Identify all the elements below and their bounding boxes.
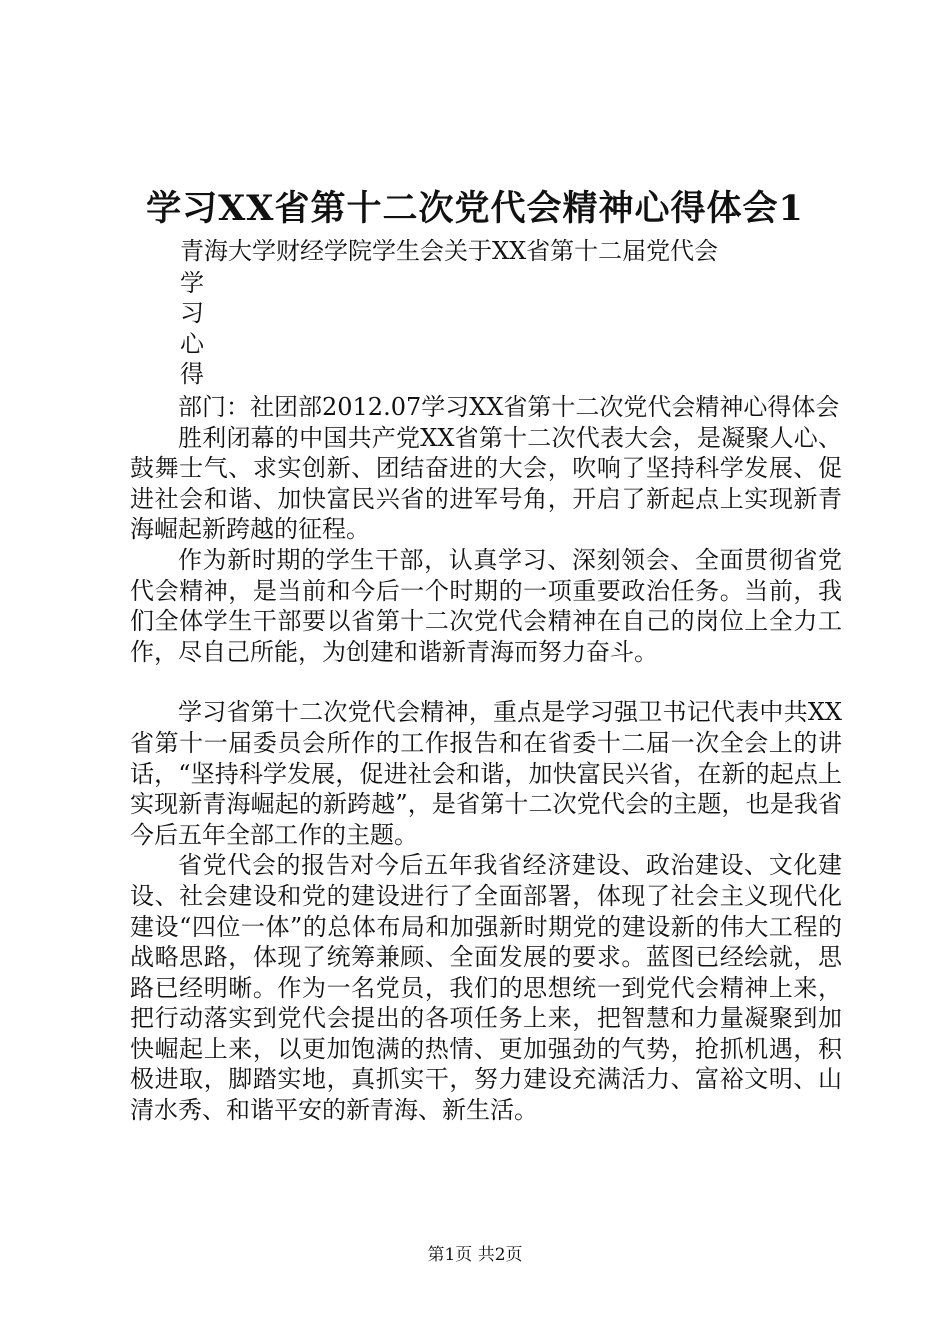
paragraph: 学习省第十二次党代会精神，重点是学习强卫书记代表中共XX省第十一届委员会所作的工作报告和在省委十二届一次全会上的讲话，“坚持科学发展，促进社会和谐，加快富民兴省，在新的起点上实现新青海崛起的新跨越”，是省第十二次党代会的主题，也是我省今后五年全部工作的主题。 bbox=[130, 698, 842, 849]
vertical-char: 学 bbox=[180, 269, 204, 297]
paragraph: 作为新时期的学生干部，认真学习、深刻领会、全面贯彻省党代会精神，是当前和今后一个时期的一项重要政治任务。当前，我们全体学生干部要以省第十二次党代会精神在自己的岗位上全力工作，尽自己所能，为创建和谐新青海而努力奋斗。 bbox=[130, 545, 842, 666]
vertical-char: 得 bbox=[180, 360, 204, 388]
meta-line: 部门：社团部2012.07学习XX省第十二次党代会精神心得体会 bbox=[178, 393, 840, 421]
paragraph: 省党代会的报告对今后五年我省经济建设、政治建设、文化建设、社会建设和党的建设进行了全面部署，体现了社会主义现代化建设“四位一体”的总体布局和加强新时期党的建设新的伟大工程的战略思路，体现了统筹兼顾、全面发展的要求。蓝图已经绘就，思路已经明晰。作为一名党员，我们的思想统一到党代会精神上来，把行动落实到党代会提出的各项任务上来，把智慧和力量凝聚到加快崛起上来，以更加饱满的热情、更加强劲的气势，抢抓机遇，积极进取，脚踏实地，真抓实干，努力建设充满活力、富裕文明、山清水秀、和谐平安的新青海、新生活。 bbox=[130, 851, 842, 1125]
vertical-char: 心 bbox=[180, 330, 204, 358]
paragraph: 胜利闭幕的中国共产党XX省第十二次代表大会，是凝聚人心、鼓舞士气、求实创新、团结奋进的大会，吹响了坚持科学发展、促进社会和谐、加快富民兴省的进军号角，开启了新起点上实现新青海崛起新跨越的征程。 bbox=[130, 423, 842, 544]
document-body bbox=[130, 392, 842, 1126]
document-title: 学习XX省第十二次党代会精神心得体会1 bbox=[146, 188, 804, 229]
vertical-char: 习 bbox=[180, 299, 204, 327]
page-number: 第1页 共2页 bbox=[427, 1245, 523, 1265]
document-subtitle: 青海大学财经学院学生会关于XX省第十二届党代会 bbox=[180, 237, 719, 265]
